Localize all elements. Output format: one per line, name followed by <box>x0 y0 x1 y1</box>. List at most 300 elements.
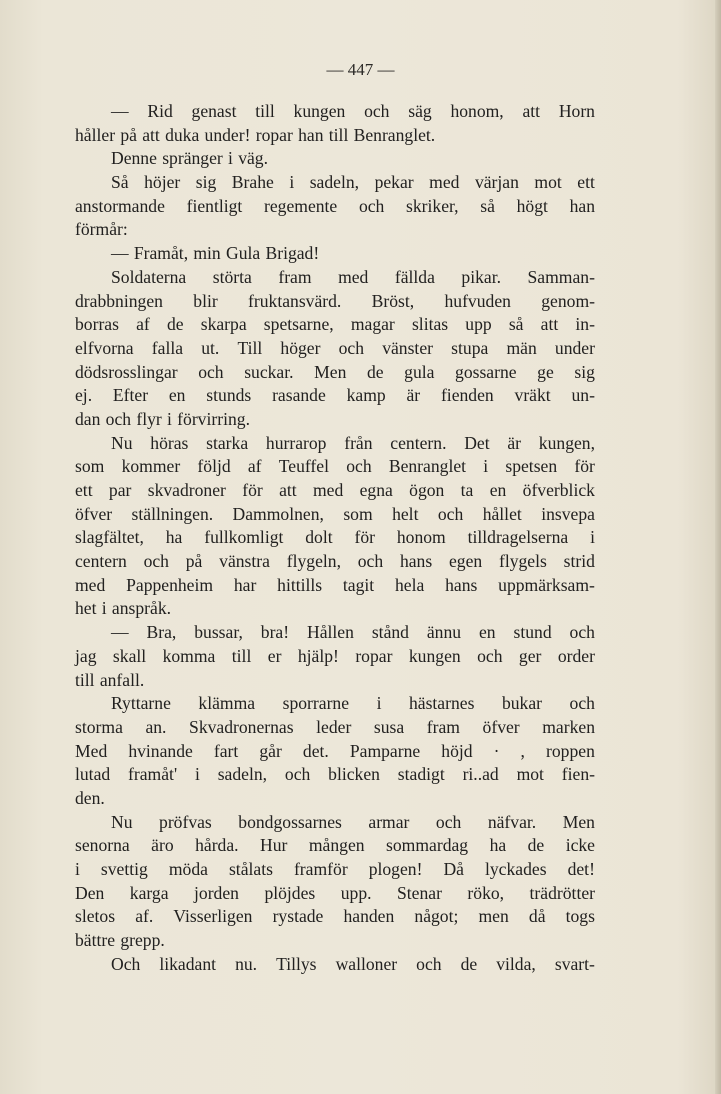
word: likadant <box>159 953 217 974</box>
word: för <box>242 480 263 500</box>
text-line <box>75 361 595 385</box>
word: genom- <box>541 290 595 311</box>
word: ge <box>537 361 554 382</box>
word: som <box>343 503 373 524</box>
word: centern. <box>390 432 447 453</box>
word: Framåt, <box>133 243 189 264</box>
word: men <box>478 906 509 927</box>
text-line <box>75 408 595 432</box>
word: mången <box>308 835 365 856</box>
word: dan <box>75 408 101 429</box>
body-text <box>75 100 595 976</box>
word: under! <box>204 124 251 145</box>
word: sommardag <box>386 835 469 856</box>
word: Benranglet. <box>353 124 436 145</box>
word: Det <box>464 432 490 453</box>
word: och <box>284 764 311 785</box>
word: att <box>142 124 160 145</box>
word: hvinande <box>128 740 193 761</box>
word: ett <box>75 480 93 500</box>
word: Och <box>111 953 141 974</box>
word: ej. <box>75 385 93 406</box>
word: stunds <box>206 385 252 406</box>
word: ut. <box>201 337 220 358</box>
word: stupa <box>451 337 489 358</box>
word: roppen <box>546 740 595 761</box>
word: anspråk. <box>111 598 172 619</box>
word: Samman- <box>527 266 595 287</box>
word: ännu <box>426 622 462 643</box>
word: flygeln, <box>286 551 341 572</box>
word: lutad <box>75 764 111 785</box>
word: fram <box>426 716 460 737</box>
word: män <box>506 337 537 358</box>
word: höger <box>280 337 321 358</box>
word: öfverblick <box>522 480 595 500</box>
word: tilldragelserna <box>467 527 569 548</box>
word: Skvadronernas <box>189 716 294 737</box>
word: anfall. <box>99 669 145 690</box>
word: Hur <box>260 835 288 856</box>
word: Den <box>75 882 105 903</box>
word: — <box>111 101 129 121</box>
word: bukar <box>501 693 543 714</box>
word: stadigt <box>397 764 445 785</box>
text-line <box>75 432 595 456</box>
word: Visserligen <box>173 906 253 927</box>
word: order <box>557 645 595 666</box>
word: drabbningen <box>75 290 163 311</box>
word: hjälp! <box>297 645 339 666</box>
word: magar <box>350 314 395 335</box>
word: stånd <box>371 622 409 643</box>
word: kungen, <box>538 432 595 453</box>
text-line <box>75 171 595 195</box>
word: Bröst, <box>371 290 415 311</box>
word: höjer <box>144 172 181 193</box>
word: fruktansvärd. <box>248 290 342 311</box>
word: det. <box>302 740 329 761</box>
word: Med <box>75 740 108 761</box>
word: bra! <box>260 622 290 643</box>
word: i <box>376 693 382 714</box>
word: af <box>136 314 150 335</box>
word: susa <box>373 716 405 737</box>
word: spetsen <box>505 456 558 477</box>
text-line <box>75 550 595 574</box>
text-line <box>75 503 595 527</box>
text-line <box>75 905 595 929</box>
text-line <box>75 290 595 314</box>
word: senorna <box>75 835 130 856</box>
word: näfvar. <box>487 811 537 832</box>
word: och <box>105 408 132 429</box>
word: sig <box>195 172 217 193</box>
word: till <box>255 101 275 121</box>
word: till <box>328 124 349 145</box>
word: kungen <box>408 645 461 666</box>
word: ri..ad <box>462 764 499 785</box>
text-line <box>75 100 595 124</box>
word: förmår: <box>75 219 128 240</box>
word: het <box>75 598 97 619</box>
word: honom, <box>450 101 504 121</box>
word: för <box>354 527 375 548</box>
word: en <box>478 622 496 643</box>
word: det! <box>567 859 595 879</box>
word: och <box>346 456 372 477</box>
word: flygels <box>498 551 547 572</box>
word: med <box>75 574 106 595</box>
word: högt <box>516 195 548 216</box>
word: och <box>357 551 384 572</box>
word: att <box>522 101 541 121</box>
word: Dammolnen, <box>232 503 324 524</box>
word: bondgossarnes <box>238 811 342 832</box>
word: kommer <box>121 456 181 477</box>
word: stund <box>513 622 552 643</box>
word: stålats <box>228 859 273 879</box>
word: störta <box>212 266 252 287</box>
word: som <box>75 456 105 477</box>
word: med <box>429 172 460 193</box>
word: fienden <box>440 385 494 406</box>
word: i <box>75 859 80 879</box>
word: Nu <box>111 811 133 832</box>
word: och <box>569 622 595 643</box>
word: falla <box>151 337 184 358</box>
text-line <box>75 597 595 621</box>
text-line <box>75 337 595 361</box>
word: Till <box>237 337 263 358</box>
word: slitas <box>411 314 449 335</box>
text-line <box>75 621 595 645</box>
word: fientligt <box>186 195 243 216</box>
word: spetsarne, <box>263 314 334 335</box>
word: fällda <box>394 266 435 287</box>
word: i <box>289 172 295 193</box>
word: egen <box>448 551 483 572</box>
word: armar <box>368 811 410 832</box>
text-line <box>75 740 595 764</box>
word: är <box>507 432 522 453</box>
word: Rid <box>147 101 173 121</box>
word: vilda, <box>496 953 536 974</box>
word: i <box>590 527 595 548</box>
word: vänster <box>382 337 433 358</box>
word: under <box>554 337 595 358</box>
word: förvirring. <box>177 408 250 429</box>
word: och <box>198 361 224 382</box>
word: in- <box>575 314 595 335</box>
word: i <box>228 148 233 169</box>
word: regemente <box>263 195 338 216</box>
word: vänstra <box>219 551 270 572</box>
word: väg. <box>238 148 268 169</box>
word: blicken <box>328 764 380 785</box>
word: svart- <box>554 953 595 974</box>
word: och <box>364 101 390 121</box>
word: · <box>493 740 500 761</box>
word: par <box>108 480 132 500</box>
word: värjan <box>474 172 519 193</box>
word: en <box>168 385 186 406</box>
word: har <box>233 574 257 595</box>
word: och <box>477 645 503 666</box>
word: till <box>75 669 95 690</box>
word: Stenar <box>397 882 442 903</box>
word: Teuffel <box>278 456 329 477</box>
word: Pamparne <box>349 740 421 761</box>
word: den. <box>75 787 105 808</box>
word: Bra, <box>146 622 177 643</box>
word: på <box>185 551 203 572</box>
word: sig <box>574 361 595 382</box>
word: Då <box>443 859 464 879</box>
text-line <box>75 763 595 787</box>
word: öfver <box>75 503 113 524</box>
word: hurrarop <box>265 432 327 453</box>
word: ha <box>489 835 507 856</box>
text-line <box>75 526 595 550</box>
word: ett <box>577 172 595 193</box>
word: ger <box>518 645 542 666</box>
word: att <box>279 480 297 500</box>
word: rasande <box>272 385 326 406</box>
word: slagfältet, <box>75 527 144 548</box>
word: , <box>520 740 525 761</box>
word: togs <box>565 906 595 927</box>
word: plogen! <box>368 859 423 879</box>
text-line <box>75 195 595 219</box>
word: flyr <box>136 408 162 429</box>
word: helt <box>392 503 419 524</box>
word: då <box>528 906 546 927</box>
word: suckar. <box>244 361 294 382</box>
word: en <box>489 480 507 500</box>
word: möda <box>168 859 208 879</box>
text-line <box>75 574 595 598</box>
word: fien- <box>561 764 595 785</box>
word: sadeln, <box>217 764 268 785</box>
word: ta <box>460 480 474 500</box>
word: till <box>231 645 252 666</box>
word: Brigad! <box>265 243 320 264</box>
word: nu. <box>235 953 258 974</box>
word: spränger <box>162 148 223 169</box>
text-line <box>75 147 595 171</box>
word: Brahe <box>231 172 274 193</box>
text-line <box>75 834 595 858</box>
text-line <box>75 929 595 953</box>
word: fram <box>278 266 312 287</box>
text-line <box>75 811 595 835</box>
text-line <box>75 242 595 266</box>
word: kungen <box>293 101 346 121</box>
word: och <box>143 551 169 572</box>
word: hittills <box>277 574 323 595</box>
word: — <box>111 243 129 264</box>
word: äro <box>151 835 174 856</box>
word: och <box>338 337 365 358</box>
word: Nu <box>111 432 133 453</box>
word: grepp. <box>120 930 165 951</box>
word: och <box>437 503 464 524</box>
word: är <box>406 385 421 406</box>
word: de <box>527 835 545 856</box>
word: han <box>569 195 595 216</box>
word: Benranglet <box>388 456 467 477</box>
word: i <box>483 456 489 477</box>
word: klämma <box>198 693 256 714</box>
word: Efter <box>112 385 149 406</box>
word: Ryttarne <box>111 693 171 714</box>
word: ha <box>165 527 183 548</box>
word: så <box>508 314 524 335</box>
word: honom <box>396 527 446 548</box>
word: — <box>111 622 129 643</box>
word: strid <box>563 551 595 572</box>
text-line <box>75 882 595 906</box>
word: Så <box>111 172 129 193</box>
word: dödsrosslingar <box>75 361 178 382</box>
word: något; <box>414 906 459 927</box>
word: jag <box>75 645 97 666</box>
word: storma <box>75 716 123 737</box>
word: hufvuden <box>444 290 511 311</box>
word: marken <box>542 716 595 737</box>
text-line <box>75 124 595 148</box>
word: skarpa <box>200 314 247 335</box>
word: så <box>480 195 495 216</box>
word: elfvorna <box>75 337 134 358</box>
word: och <box>416 953 442 974</box>
word: i <box>101 598 107 619</box>
word: jorden <box>194 882 239 903</box>
word: sadeln, <box>309 172 360 193</box>
word: framför <box>293 859 348 879</box>
word: de <box>366 361 384 382</box>
word: de <box>166 314 184 335</box>
word: walloner <box>335 953 398 974</box>
word: lyckades <box>485 859 547 879</box>
word: skriker, <box>406 195 459 216</box>
word: insvepa <box>541 503 595 524</box>
word: komma <box>162 645 216 666</box>
word: hans <box>399 551 433 572</box>
word: ropar <box>255 124 293 145</box>
word: rystade <box>272 906 324 927</box>
word: borras <box>75 314 119 335</box>
word: un- <box>571 385 595 406</box>
word: håller <box>75 124 116 145</box>
word: pröfvas <box>159 811 212 832</box>
word: med <box>338 266 369 287</box>
word: handen <box>343 906 395 927</box>
word: blir <box>193 290 218 311</box>
word: upp. <box>340 882 372 903</box>
word: i <box>167 408 172 429</box>
word: an. <box>145 716 167 737</box>
word: icke <box>565 835 595 856</box>
word: de <box>460 953 478 974</box>
text-line <box>75 953 595 977</box>
word: Denne <box>111 148 157 169</box>
word: Pappenheim <box>126 574 214 595</box>
page-edge-shadow <box>715 0 721 1094</box>
word: gossarne <box>455 361 517 382</box>
word: bättre <box>75 930 116 951</box>
word: dolt <box>305 527 333 548</box>
word: bussar, <box>194 622 243 643</box>
word: Gula <box>226 243 261 264</box>
word: genast <box>191 101 237 121</box>
text-line <box>75 479 595 503</box>
word: hållet <box>482 503 522 524</box>
text-line <box>75 645 595 669</box>
word: egna <box>359 480 393 500</box>
word: gula <box>404 361 435 382</box>
word: af <box>247 456 262 477</box>
word: vräkt <box>514 385 551 406</box>
word: er <box>267 645 282 666</box>
word: svettig <box>100 859 148 879</box>
word: upp <box>465 314 492 335</box>
word: Horn <box>558 101 595 121</box>
word: fart <box>213 740 239 761</box>
word: ögon <box>409 480 445 500</box>
word: fullkomligt <box>204 527 284 548</box>
word: skall <box>112 645 147 666</box>
word: kamp <box>346 385 386 406</box>
word: höras <box>150 432 189 453</box>
word: han <box>298 124 324 145</box>
word: hästarnes <box>408 693 475 714</box>
word: centern <box>75 551 127 572</box>
text-line <box>75 266 595 290</box>
word: mot <box>516 764 544 785</box>
word: och <box>435 811 462 832</box>
word: på <box>120 124 137 145</box>
word: från <box>344 432 373 453</box>
word: min <box>193 243 221 264</box>
word: Men <box>562 811 595 832</box>
word: sletos <box>75 906 116 927</box>
word: att <box>540 314 559 335</box>
word: anstormande <box>75 195 165 216</box>
word: sporrarne <box>282 693 350 714</box>
text-line <box>75 787 595 811</box>
word: duka <box>165 124 200 145</box>
word: röko, <box>467 882 505 903</box>
word: med <box>312 480 344 500</box>
word: Tillys <box>276 953 317 974</box>
text-line <box>75 858 595 882</box>
word: hårda. <box>195 835 239 856</box>
text-line <box>75 455 595 479</box>
word: går <box>259 740 282 761</box>
word: hela <box>395 574 425 595</box>
word: följd <box>197 456 231 477</box>
word: tagit <box>342 574 375 595</box>
text-line <box>75 716 595 740</box>
text-line <box>75 692 595 716</box>
word: för <box>574 456 595 477</box>
text-line <box>75 313 595 337</box>
text-line <box>75 669 595 693</box>
word: säg <box>408 101 432 121</box>
word: hans <box>445 574 478 595</box>
